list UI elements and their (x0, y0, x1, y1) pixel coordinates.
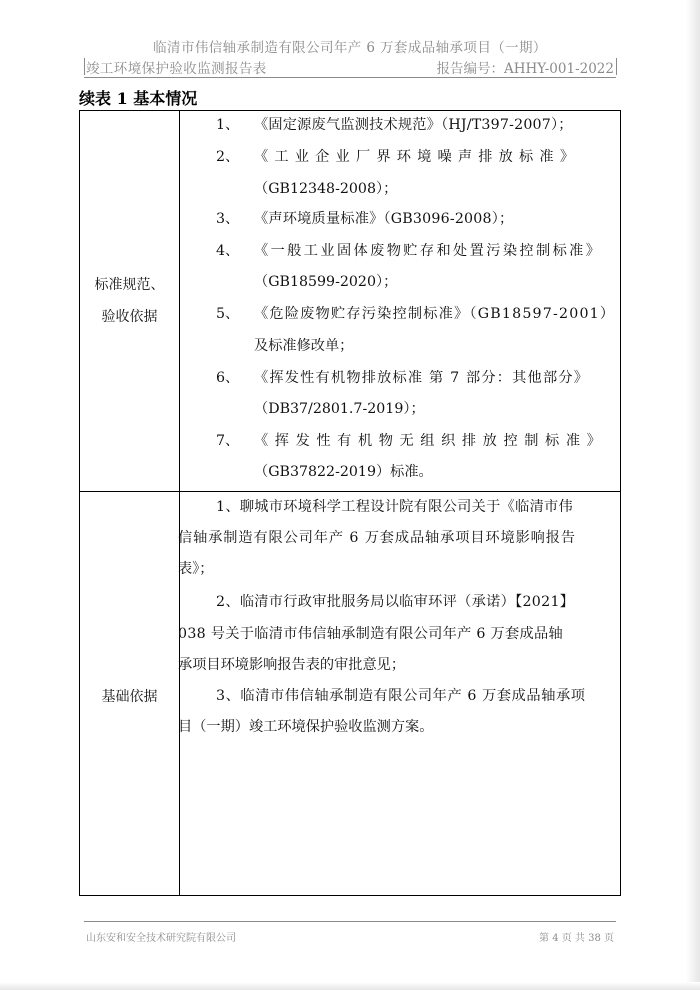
basis-label: 基础依据 (101, 689, 158, 705)
standard-text-cont: （GB12348-2008）； (254, 181, 398, 197)
page-number: 第 4 页 共 38 页 (539, 933, 614, 944)
standard-text: 《挥发性有机物排放标准 第 7 部分：其他部分》 (254, 370, 590, 386)
section-title: 续表 1 基本情况 (79, 89, 198, 108)
footer-company: 山东安和安全技术研究院有限公司 (86, 933, 236, 944)
report-header-subtitle: 竣工环境保护验收监测报告表 (86, 61, 267, 77)
page-bottom-shadow (0, 982, 700, 990)
column-divider (179, 111, 180, 895)
standard-number: 6、 (216, 370, 240, 386)
standard-text-cont: 及标准修改单； (254, 338, 354, 354)
standards-label-line2: 验收依据 (101, 309, 158, 325)
standard-text-cont: （GB18599-2020）； (254, 274, 398, 290)
report-header-title: 临清市伟信轴承制造有限公司年产 6 万套成品轴承项目（一期） (153, 40, 547, 56)
header-right-bar (616, 58, 617, 75)
standard-number: 5、 (216, 306, 240, 322)
report-number: 报告编号：AHHY-001-2022 (436, 61, 614, 77)
standard-text: 《固定源废气监测技术规范》（HJ/T397-2007）； (254, 117, 573, 133)
standard-number: 1、 (216, 117, 240, 133)
header-rule (84, 77, 616, 78)
header-left-bar (84, 58, 85, 75)
page-edge-shadow (686, 0, 700, 990)
standard-text-cont: （GB37822-2019）标准。 (254, 464, 433, 480)
footer-rule (84, 921, 616, 922)
standard-text-cont: （DB37/2801.7-2019）； (254, 401, 425, 417)
standard-text: 《危险废物贮存污染控制标准》（GB18597-2001） (254, 306, 616, 322)
standard-text: 《一般工业固体废物贮存和处置污染控制标准》 (254, 243, 603, 259)
standard-number: 7、 (216, 433, 240, 449)
standard-text: 《挥发性有机物无组织排放控制标准》 (254, 433, 608, 449)
standards-label-line1: 标准规范、 (94, 277, 165, 293)
standard-text: 《声环境质量标准》（GB3096-2008）； (254, 211, 514, 227)
standard-number: 2、 (216, 149, 240, 165)
standards-label (80, 269, 179, 333)
standard-number: 3、 (216, 211, 240, 227)
standard-text: 《工业企业厂界环境噪声排放标准》 (254, 149, 581, 165)
standard-number: 4、 (216, 243, 240, 259)
